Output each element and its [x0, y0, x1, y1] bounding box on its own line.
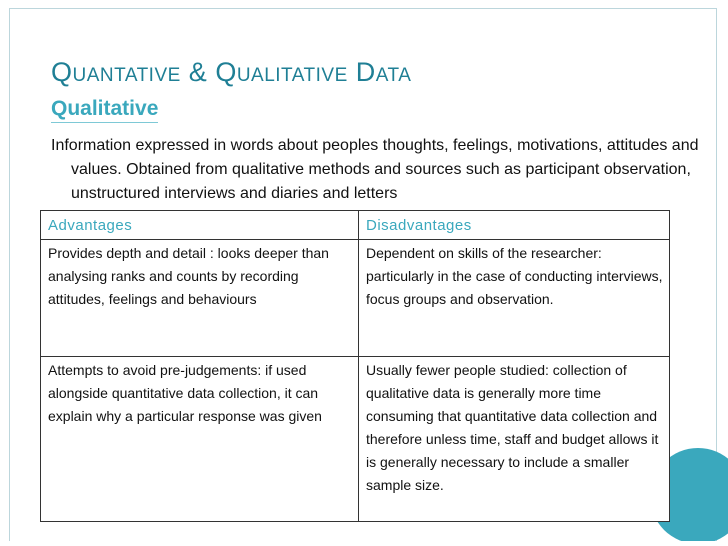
table-cell: Provides depth and detail : looks deeper than analysing ranks and counts by recording attitudes, feelings and behaviours: [41, 240, 359, 357]
header-disadvantages: Disadvantages: [359, 211, 670, 240]
table-row: [41, 357, 670, 522]
advantages-disadvantages-table: [40, 210, 670, 522]
slide-title: Quantative & Qualitative Data: [51, 57, 412, 87]
body-paragraph: Information expressed in words about peoples thoughts, feelings, motivations, attitudes and values. Obtained from qualitative methods and sources such as participant observation, unstructured interviews and diaries and letters: [51, 137, 699, 202]
table-row: [41, 240, 670, 357]
table-cell: Attempts to avoid pre-judgements: if used alongside quantitative data collection, it can explain why a particular response was given: [41, 357, 359, 522]
table-cell: Usually fewer people studied: collection of qualitative data is generally more time consuming that quantitative data collection and therefore unless time, staff and budget allows it is generally necessary to include a smaller sample size.: [359, 357, 670, 522]
slide-subtitle: Qualitative: [51, 96, 158, 123]
table-cell: Dependent on skills of the researcher: particularly in the case of conducting interviews, focus groups and observation.: [359, 240, 670, 357]
bottom-edge: [0, 541, 728, 546]
table-header-row: [41, 211, 670, 240]
header-advantages: Advantages: [41, 211, 359, 240]
